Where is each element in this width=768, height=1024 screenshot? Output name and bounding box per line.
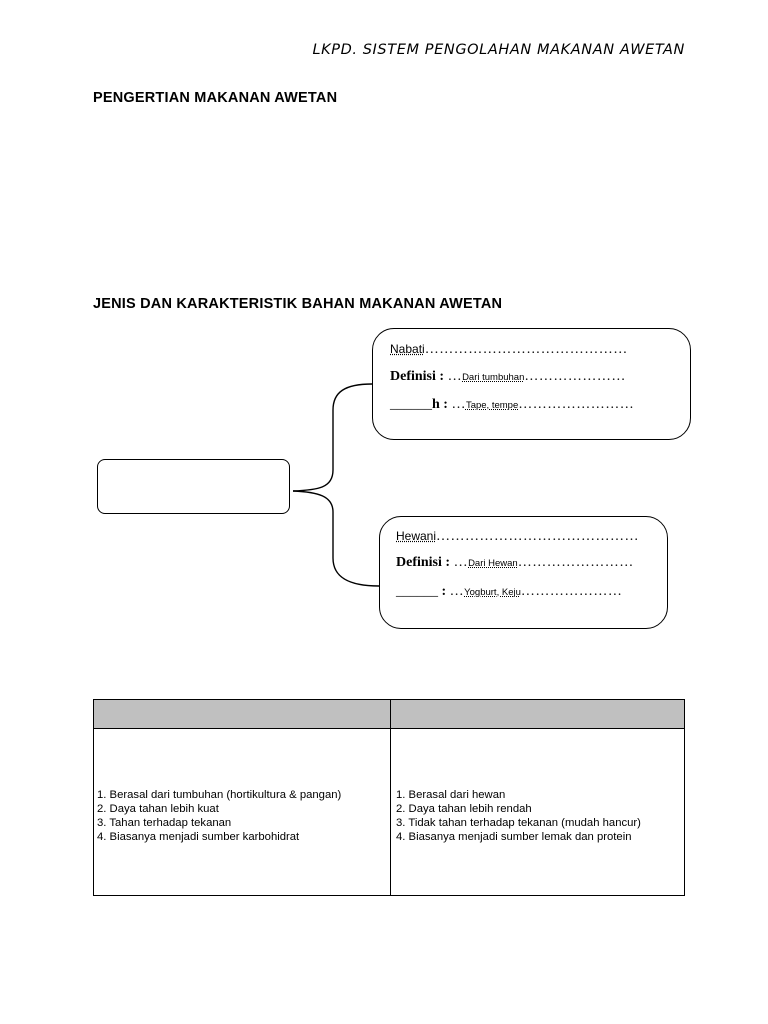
list-item: 2. Daya tahan lebih rendah: [396, 803, 532, 815]
list-item: 2. Daya tahan lebih kuat: [97, 803, 219, 815]
hewani-name: Hewani: [396, 529, 437, 543]
hewani-name-line: [396, 528, 639, 545]
nabati-definition-dots: …………………: [524, 369, 626, 384]
table-header-left[interactable]: [94, 700, 391, 729]
list-item: 1. Berasal dari tumbuhan (hortikultura & pangan): [97, 789, 342, 801]
nabati-example-label: h :: [432, 397, 448, 412]
nabati-definition-line: [390, 369, 626, 386]
hewani-name-dots: ……………………………………: [436, 529, 640, 544]
hewani-definition-dots: ……………………: [517, 555, 634, 570]
hewani-example-dots: …………………: [520, 584, 623, 599]
nabati-definition-lead: …: [447, 369, 463, 384]
nabati-name: Nabati: [390, 342, 425, 356]
hewani-example-value: Yogburt, Keju: [464, 587, 521, 598]
nabati-definition-label: Definisi :: [390, 369, 445, 384]
hewani-characteristics-list: [396, 788, 641, 844]
characteristics-table: [93, 699, 685, 896]
nabati-example-blank: ______: [390, 397, 432, 412]
hewani-example-label: :: [441, 584, 447, 599]
worksheet-title: LKPD. SISTEM PENGOLAHAN MAKANAN AWETAN: [312, 42, 685, 58]
hewani-definition-line: [396, 555, 634, 572]
hewani-definition-lead: …: [453, 555, 469, 570]
hewani-definition-label: Definisi :: [396, 555, 451, 570]
nabati-characteristics-list: [97, 788, 341, 844]
nabati-definition-value: Dari tumbuhan: [462, 372, 525, 383]
nabati-name-line: [390, 341, 628, 358]
definition-heading: PENGERTIAN MAKANAN AWETAN: [93, 90, 338, 106]
nabati-example-line: [390, 397, 634, 414]
hewani-example-blank: ______: [396, 584, 438, 599]
hewani-definition-value: Dari Hewan: [468, 558, 518, 569]
table-header-right[interactable]: [391, 700, 684, 729]
nabati-example-lead: …: [451, 397, 466, 412]
list-item: 3. Tahan terhadap tekanan: [97, 817, 232, 829]
list-item: 4. Biasanya menjadi sumber karbohidrat: [97, 831, 300, 843]
list-item: 4. Biasanya menjadi sumber lemak dan protein: [396, 831, 632, 843]
central-concept-box[interactable]: [97, 459, 290, 514]
list-item: 3. Tidak tahan terhadap tekanan (mudah hancur): [396, 817, 641, 829]
types-heading: JENIS DAN KARAKTERISTIK BAHAN MAKANAN AWETAN: [93, 296, 503, 312]
hewani-example-lead: …: [449, 584, 465, 599]
nabati-example-value: Tape, tempe: [465, 400, 519, 411]
nabati-example-dots: ……………………: [518, 397, 635, 412]
hewani-example-line: [396, 584, 622, 601]
list-item: 1. Berasal dari hewan: [396, 789, 506, 801]
nabati-name-dots: ……………………………………: [424, 342, 628, 357]
table-column-divider: [390, 700, 391, 895]
